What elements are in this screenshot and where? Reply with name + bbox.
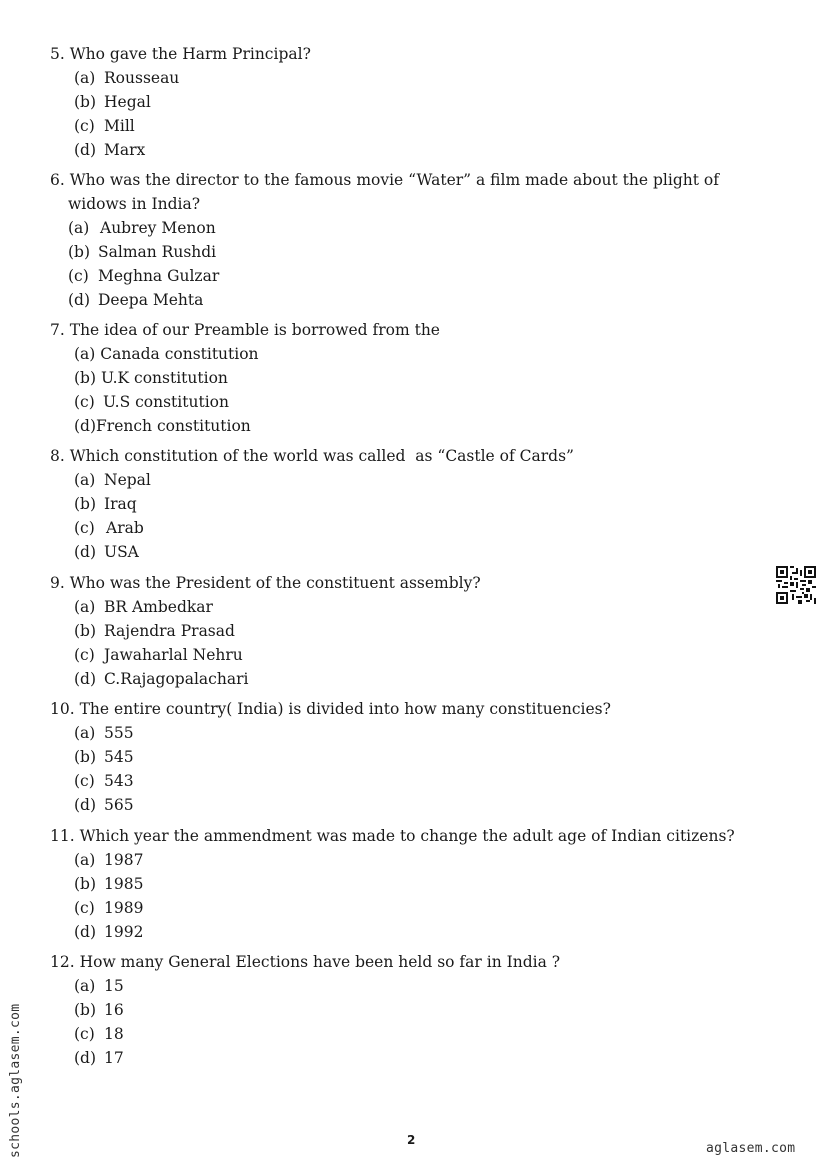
question-number: 11.	[50, 827, 75, 845]
question-8	[50, 444, 768, 564]
question-5	[50, 42, 768, 162]
question-stem: Who was the director to the famous movie “Water” a film made about the plight of widows in India?	[68, 171, 719, 213]
question-7	[50, 318, 768, 438]
option-a: (a) 15	[74, 977, 124, 995]
question-12	[50, 950, 750, 1070]
question-text	[50, 444, 768, 468]
option-b: (b) Hegal	[74, 93, 151, 111]
question-number: 12.	[50, 953, 75, 971]
question-stem: The entire country( India) is divided into how many constituencies?	[79, 700, 611, 718]
question-10	[50, 697, 750, 817]
qr-code-icon	[776, 566, 816, 604]
option-d: (d) Marx	[74, 141, 146, 159]
option-d: (d) Deepa Mehta	[68, 291, 204, 309]
side-watermark: schools.aglasem.com	[8, 1003, 23, 1158]
option-c: (c) Mill	[74, 117, 135, 135]
question-number: 6.	[50, 171, 65, 189]
question-number: 7.	[50, 321, 65, 339]
question-text	[50, 950, 750, 974]
option-c: (c) U.S constitution	[74, 393, 229, 411]
option-a: (a) Rousseau	[74, 69, 180, 87]
option-d: (d) 17	[74, 1049, 124, 1067]
question-text	[50, 42, 768, 66]
option-a: (a) 1987	[74, 851, 144, 869]
option-d: (d)French constitution	[74, 417, 251, 435]
footer-watermark: aglasem.com	[706, 1141, 796, 1156]
question-text	[50, 168, 768, 216]
question-11	[50, 824, 750, 944]
question-text	[50, 571, 768, 595]
question-stem: Who gave the Harm Principal?	[69, 45, 311, 63]
question-stem: How many General Elections have been held so far in India ?	[79, 953, 561, 971]
option-c: (c) 543	[74, 772, 134, 790]
question-9	[50, 571, 768, 691]
option-c: (c) Jawaharlal Nehru	[74, 646, 243, 664]
option-b: (b) 16	[74, 1001, 124, 1019]
option-d: (d) C.Rajagopalachari	[74, 670, 249, 688]
question-number: 9.	[50, 574, 65, 592]
option-c: (c) Meghna Gulzar	[68, 267, 220, 285]
option-a: (a) 555	[74, 724, 134, 742]
option-c: (c) 18	[74, 1025, 124, 1043]
question-text	[50, 824, 750, 848]
option-b: (b) 1985	[74, 875, 144, 893]
option-b: (b) U.K constitution	[74, 369, 228, 387]
option-a: (a) Aubrey Menon	[68, 219, 216, 237]
option-d: (d) 1992	[74, 923, 144, 941]
question-stem: Which constitution of the world was called as “Castle of Cards”	[69, 447, 574, 465]
option-b: (b) 545	[74, 748, 134, 766]
question-text	[50, 697, 750, 721]
question-number: 10.	[50, 700, 75, 718]
question-6	[50, 168, 768, 312]
option-b: (b) Rajendra Prasad	[74, 622, 235, 640]
option-b: (b) Salman Rushdi	[68, 243, 217, 261]
page-number: 2	[407, 1133, 416, 1147]
question-stem: Who was the President of the constituent assembly?	[69, 574, 481, 592]
option-a: (a) BR Ambedkar	[74, 598, 213, 616]
option-c: (c) 1989	[74, 899, 144, 917]
option-d: (d) 565	[74, 796, 134, 814]
question-number: 5.	[50, 45, 65, 63]
option-b: (b) Iraq	[74, 495, 137, 513]
question-stem: The idea of our Preamble is borrowed from the	[69, 321, 440, 339]
option-d: (d) USA	[74, 543, 139, 561]
option-a: (a) Canada constitution	[74, 345, 259, 363]
option-c: (c) Arab	[74, 519, 144, 537]
option-a: (a) Nepal	[74, 471, 151, 489]
question-text	[50, 318, 768, 342]
question-number: 8.	[50, 447, 65, 465]
question-stem: Which year the ammendment was made to change the adult age of Indian citizens?	[79, 827, 735, 845]
